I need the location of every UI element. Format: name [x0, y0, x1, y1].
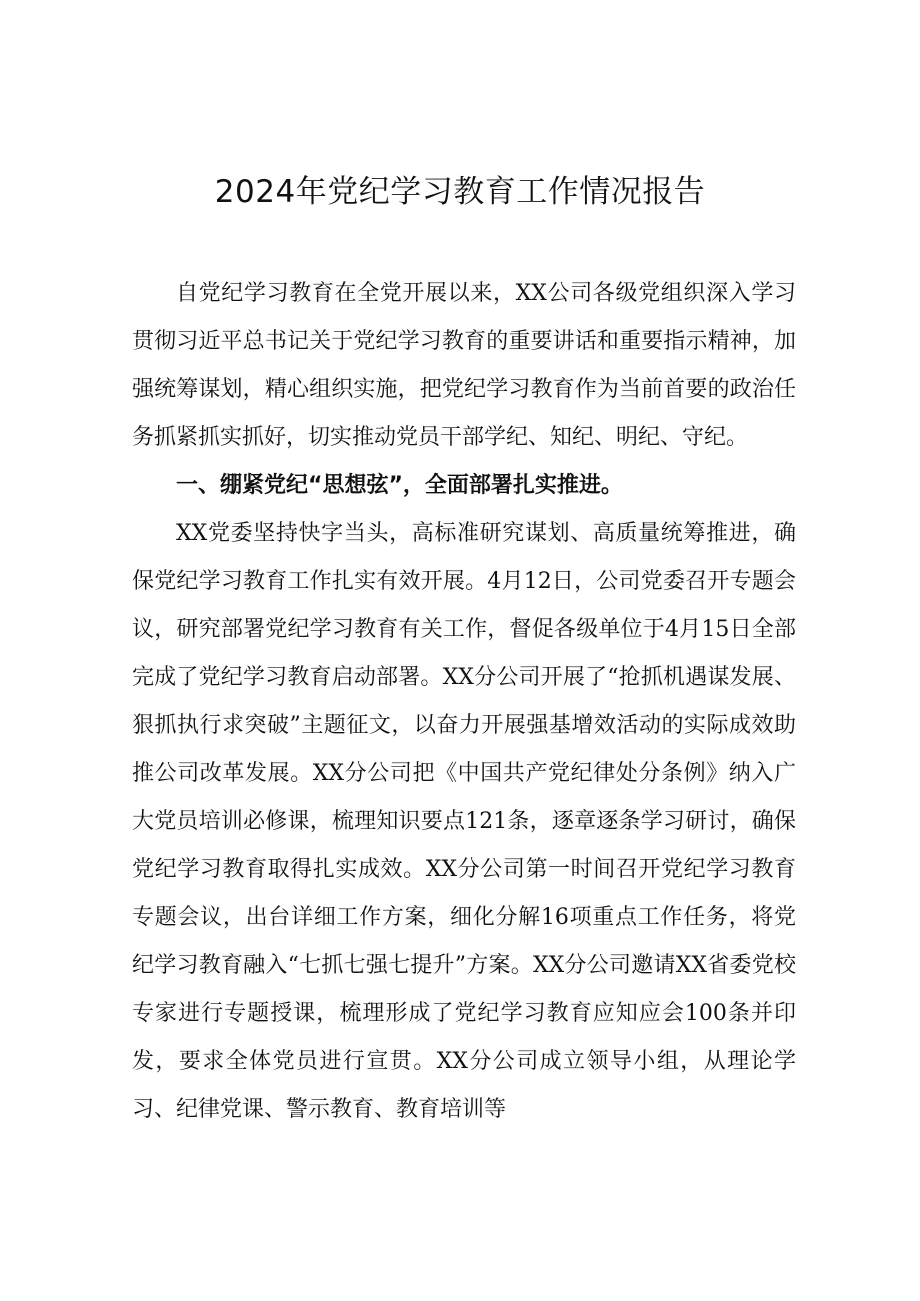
document-body	[132, 270, 796, 1134]
section-heading-1: 一、绷紧党纪“思想弦”，全面部署扎实推进。	[176, 473, 623, 498]
document-title: 2024年党纪学习教育工作情况报告	[214, 174, 706, 210]
intro-paragraph: 自党纪学习教育在全党开展以来，XX公司各级党组织深入学习贯彻习近平总书记关于党纪学习教育的重要讲话和重要指示精神，加强统筹谋划，精心组织实施，把党纪学习教育作为当前首要的政治任务抓紧抓实抓好，切实推动党员干部学纪、知纪、明纪、守纪。	[132, 281, 796, 450]
section-body-1: XX党委坚持快字当头，高标准研究谋划、高质量统筹推进，确保党纪学习教育工作扎实有效开展。4月12日，公司党委召开专题会议，研究部署党纪学习教育有关工作，督促各级单位于4月15日全部完成了党纪学习教育启动部署。XX分公司开展了“抢抓机遇谋发展、狠抓执行求突破”主题征文，以奋力开展强基增效活动的实际成效助推公司改革发展。XX分公司把《中国共产党纪律处分条例》纳入广大党员培训必修课，梳理知识要点121条，逐章逐条学习研讨，确保党纪学习教育取得扎实成效。XX分公司第一时间召开党纪学习教育专题会议，出台详细工作方案，细化分解16项重点工作任务，将党纪学习教育融入“七抓七强七提升”方案。XX分公司邀请XX省委党校专家进行专题授课，梳理形成了党纪学习教育应知应会100条并印发，要求全体党员进行宣贯。XX分公司成立领导小组，从理论学习、纪律党课、警示教育、教育培训等	[132, 521, 796, 1122]
